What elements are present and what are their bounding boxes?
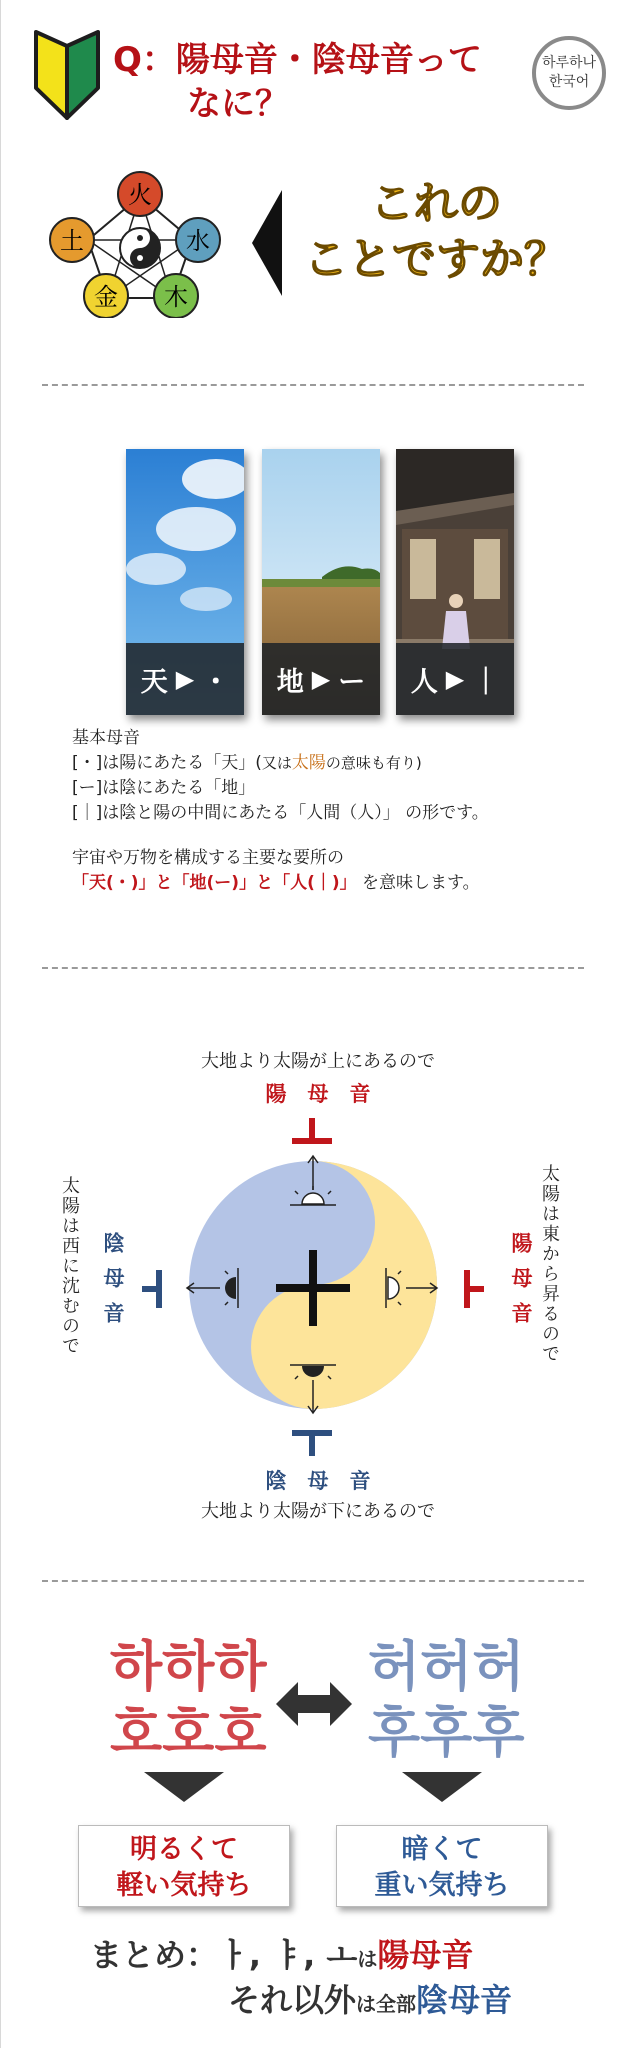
dark-line1: 허허허	[368, 1635, 525, 1698]
big-arrow-left-icon	[250, 188, 284, 298]
summary2-wa: は全部	[356, 1992, 417, 2016]
summary-wa: は	[357, 1947, 378, 1971]
bright-line2: 호호호	[110, 1701, 267, 1764]
page-title: Q：陽母音・陰母音って	[113, 40, 482, 80]
right-yang-label: 陽母音	[509, 1232, 533, 1337]
wuxing-water-label: 水	[186, 227, 210, 255]
basic-line2: [ー]は陰にあたる「地」	[72, 778, 256, 798]
photo-caption-earth	[262, 643, 380, 715]
badge-line1: 하루하나	[541, 55, 597, 71]
photo-sym-person: ｜	[472, 666, 500, 698]
summary2-yin: 陰母音	[416, 1981, 513, 2019]
basic-line1	[72, 751, 489, 776]
photo-person	[396, 449, 514, 715]
arrow-down-left-icon	[142, 1770, 226, 1804]
summary-vowels: ㅏ, ㅑ, ㅗ	[218, 1936, 358, 1974]
basic-line3: [｜]は陰と陽の中間にあたる「人間（人）」 の形です。	[72, 803, 489, 823]
bottom-yin-label: 陰 母 音	[265, 1469, 371, 1493]
basic-line1-b: 又は	[261, 754, 292, 772]
universe-line1: 宇宙や万物を構成する主要な要所の	[72, 848, 344, 868]
photo-char-earth: 地	[276, 666, 304, 698]
wuxing-water	[176, 218, 220, 262]
summary-prefix: まとめ：	[90, 1936, 219, 1974]
yin-yang-icon	[120, 228, 160, 268]
dark-box-line1: 暗くて	[401, 1834, 483, 1865]
dark-laugh-text	[368, 1634, 525, 1766]
dark-line2: 후후후	[368, 1701, 525, 1764]
wuxing-diagram	[48, 168, 228, 318]
universe-tail: を意味します。	[362, 873, 480, 893]
universe-text	[72, 846, 480, 896]
universe-line2	[72, 871, 480, 896]
triangle-right-icon: ▶	[175, 665, 195, 693]
wuxing-metal	[84, 274, 128, 318]
bright-line1: 하하하	[110, 1635, 267, 1698]
photo-caption-sky	[126, 643, 244, 715]
left-caption: 太陽は西に沈むので	[59, 1176, 80, 1356]
summary-line2	[228, 1975, 512, 2021]
wuxing-metal-label: 金	[94, 283, 118, 311]
photo-sky	[126, 449, 244, 715]
divider-2	[42, 967, 584, 969]
photo-char-person: 人	[410, 666, 438, 698]
bright-box-line1: 明るくて	[130, 1834, 238, 1865]
left-border	[0, 0, 1, 2048]
basic-line1-c: 太陽	[291, 753, 326, 773]
bright-laugh-text	[110, 1634, 267, 1766]
top-caption: 大地より太陽が上にあるので	[201, 1051, 435, 1072]
dark-feeling-box	[336, 1825, 548, 1907]
vowel-u-mark	[292, 1430, 332, 1456]
bright-feeling-box	[78, 1825, 290, 1907]
basic-line1-d: の意味も有り)	[325, 754, 422, 772]
vowel-eo-mark	[142, 1270, 162, 1308]
double-arrow-icon	[274, 1678, 354, 1730]
wuxing-fire	[118, 172, 162, 216]
summary2-prefix: それ以外	[228, 1981, 357, 2019]
page-title-line2: なに？	[187, 84, 289, 124]
basic-line1-a: [・]は陽にあたる「天」(	[72, 753, 262, 773]
top-yang-label: 陽 母 音	[265, 1082, 371, 1106]
triangle-right-icon: ▶	[445, 665, 465, 693]
bright-box-line2: 軽い気持ち	[116, 1870, 252, 1901]
vowel-a-mark	[464, 1270, 484, 1308]
basic-heading: 基本母音	[72, 728, 140, 748]
site-badge	[532, 36, 606, 110]
left-yin-label: 陰母音	[101, 1232, 125, 1337]
photo-earth	[262, 449, 380, 715]
wuxing-wood	[154, 274, 198, 318]
photo-sym-earth: ー	[338, 666, 366, 698]
arrow-down-right-icon	[400, 1770, 484, 1804]
wuxing-earth-label: 土	[60, 227, 84, 255]
universe-red: 「天(・)」と「地(ー)」と「人(｜)」	[72, 873, 357, 893]
badge-line2: 한국어	[548, 74, 590, 90]
vowel-o-mark	[292, 1118, 332, 1144]
divider-3	[42, 1580, 584, 1582]
kore-line1: これの	[370, 178, 502, 229]
photo-sym-sky: ・	[202, 666, 230, 698]
photo-caption-person	[396, 643, 514, 715]
beginner-mark-icon	[30, 26, 104, 122]
summary-line1	[90, 1930, 473, 1976]
divider-1	[42, 384, 584, 386]
kore-line2: ことですか？	[304, 234, 568, 285]
photo-char-sky: 天	[140, 666, 168, 698]
wuxing-fire-label: 火	[128, 181, 152, 209]
bottom-caption: 大地より太陽が下にあるので	[201, 1501, 435, 1522]
wuxing-earth	[50, 218, 94, 262]
wuxing-wood-label: 木	[164, 283, 188, 311]
basic-vowel-text	[72, 726, 489, 826]
right-caption: 太陽は東から昇るので	[539, 1164, 560, 1364]
summary-yang: 陽母音	[377, 1936, 474, 1974]
triangle-right-icon: ▶	[311, 665, 331, 693]
yin-yang-diagram	[130, 1110, 506, 1470]
kore-question	[286, 176, 586, 288]
dark-box-line2: 重い気持ち	[374, 1870, 510, 1901]
